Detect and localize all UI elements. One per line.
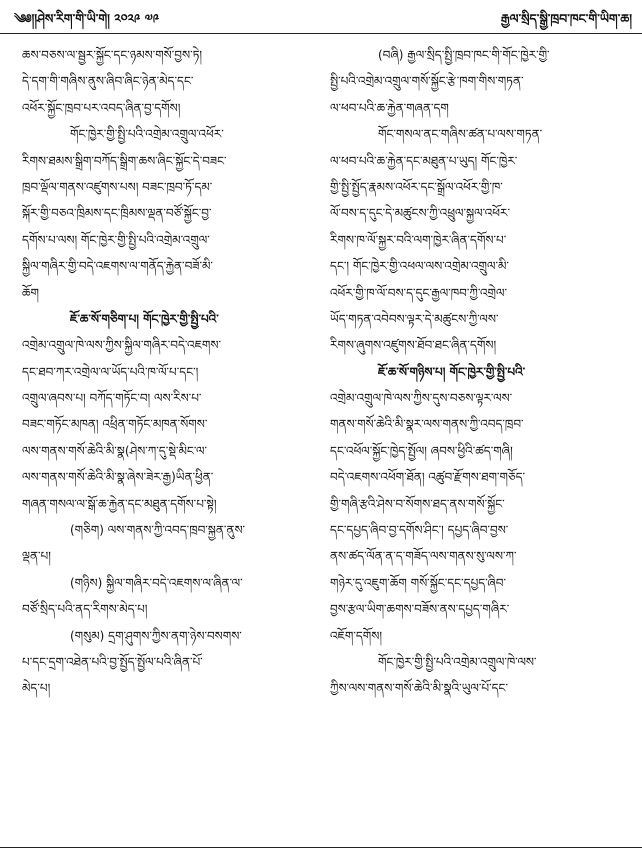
article-heading-line: ཇོ་ཆ་སོ་གཉིས་པ། གོང་ཁྱེར་གྱི་སྤྱི་པའི་ [378, 364, 526, 379]
text-line: ལ་ཕབ་པའི་ཆ་རྐྱེན་དང་མཐུན་པ་ཡུད། གོང་ཁྱེར་ [330, 153, 518, 168]
text-line: ཀྱིས་ལས་གནས་གསོ་ཆེའི་མི་སྣའི་ཡུལ་པོ་དང་ [330, 681, 508, 696]
text-line: ཆོག [22, 285, 39, 300]
text-line: ལས་གནས་གསོ་ཆེའི་མི་སྣ(ཤེས་ཀ་དུ་སྡེ་མིང་ལ་ [22, 443, 207, 458]
text-line: གནས་གསོ་ཆེའི་མི་སྣར་ལས་གནས་ཀྱི་འབད་ཁྲབ་ [330, 417, 524, 432]
text-line: སྤྱི་པའི་འགྲེམ་འགྲུལ་གསོ་སྐྱོང་རྩེ་ཁག་གིས་གཏན་ [330, 74, 524, 89]
list-item-line: (གསུམ) དྲག་ཤུགས་ཀྱིས་ནག་ཉེས་བསགས་ [70, 628, 242, 643]
text-line: བཙོ་སྲིད་པའི་ནད་རིགས་མེད་པ། [22, 602, 148, 617]
header-rule [0, 33, 642, 34]
text-line: བཟང་གཏོང་མཁན། འཕྲིན་གཏོང་མཁན་སོགས་ [22, 417, 208, 432]
text-line: འཕོར་སྐྱོང་ཁྲབ་པར་འབད་ཞིན་བྱ་དགོས། [22, 100, 181, 115]
text-line: འཇོག་དགོས། [330, 628, 383, 643]
text-line: དང་། གོང་ཁྱེར་གྱི་འཕལ་ལས་འགྲེམ་འགྲུལ་མི་ [330, 259, 509, 274]
text-line: བྱས་རྩལ་ཡིག་ཆགས་བཟོས་ནས་དཔྱད་གཞིར་ [330, 602, 510, 617]
text-line: དང་ཐབ་ཀར་འགྲེལ་ལ་ཡོད་པའི་ཁ་ལོ་པ་དང་། [22, 364, 199, 379]
text-line: སྐྱིལ་གཞིར་གྱི་བདེ་འཇགས་ལ་གནོད་རྐྱེན་བཟོ་མི་ [22, 259, 213, 274]
text-line: གོང་ཁྱེར་གྱི་སྤྱི་པའི་འགྲེམ་འགྲུལ་འཕོར་ [70, 127, 224, 142]
list-item-line: (གཅིག) ལས་གནས་ཀྱི་འབད་ཁྲབ་སྐྱན་ནུས་ [70, 523, 246, 538]
text-line: ནས་ཚད་ལོན་ན་ད་གཟོད་ལས་གནས་སུ་ལས་ཀ་ [330, 549, 517, 564]
text-line: མེད་པ། [22, 681, 51, 696]
text-line: འགྲུལ་ཞབས་པ། བཀོད་གཏོང་བ། ལས་རིས་པ་ [22, 391, 202, 406]
text-line: པ་དང་དྲག་འཐེན་པའི་བྱ་སྤྱོད་སྤྱོལ་པའི་ཞིན་པོ་ [22, 654, 203, 669]
list-item-line: (གཉིས) སྐྱིལ་གཞིར་བདེ་འཇགས་ལ་ཞིན་ལ་ [70, 575, 243, 590]
list-item-line: (བཞི) རྒྱལ་སྲིད་སྤྱི་ཁྲབ་ཁང་གི་གོང་ཁྱེར་གྱི་ [378, 48, 550, 62]
text-line: ལས་གནས་གསོ་ཆེའི་མི་སྣ་ཞེས་ཟེར་རྒྱ)ཡིན་ཕྱིན་ [22, 470, 214, 485]
text-line: རིགས་ཐམས་སྒྲིག་བཀོད་སྒྲིག་ཆས་ཞིང་སྐྱོང་དེ་བཟང་ [22, 153, 227, 168]
text-line: གོང་གསལ་ནང་གཞིས་ཚན་པ་ལས་གཏན་ [378, 127, 543, 142]
text-line: ལོ་བས་ད་དུང་དེ་མཚུངས་ཀྱི་འཕྲུལ་སྐྱལ་འཕོར་ [330, 206, 510, 221]
text-line: གྱི་གཞི་རྩའི་ཤེས་བ་སོགས་ཐད་ནས་གསོ་སྐྱོང་ [330, 496, 505, 511]
text-line: དང་དཔྱད་ཞིབ་བྱ་དགོས་ཤིང་། དཔྱད་ཞིབ་བྱས་ [330, 523, 509, 538]
text-line: གཉེར་དུ་འཇུག་ཆོག གསོ་སྐྱོང་དང་དཔྱད་ཞིབ་ [330, 575, 506, 590]
text-line: དགོས་པ་ལས། གོང་ཁྱེར་གྱི་སྤྱི་པའི་འགྲེམ་འགྲུལ་ [22, 232, 210, 247]
text-line: གྱི་སྤྱི་སྤྱོད་རྣམས་འཕོར་དང་སྒྲོལ་འཕོར་གྱི་ཁ་ [330, 179, 503, 194]
right-column [330, 42, 630, 702]
text-line: རིགས་ཞུགས་འཛུགས་ཐོབ་ཐང་ཞིན་དགོས། [330, 338, 497, 353]
text-line: ཁྲབ་ལྡོལ་གནས་འཛུགས་པས། བཟང་ཁྲབ་ཏོ་དམ་ [22, 179, 213, 194]
text-line: ལྡན་པ། [22, 549, 51, 564]
text-line: གཞན་གསལ་ལ་སྒོ་ཆ་རྐྱེན་དང་མཐུན་དགོས་པ་སྟེ། [22, 496, 217, 511]
text-line: ཆས་བཅས་ལ་སྦྱར་སྐྱོང་དང་ཉམས་གསོ་བྱས་ཏེ། [22, 48, 203, 62]
page-header [14, 6, 632, 32]
text-line: སྐོར་གྱི་བཅའ་ཁྲིམས་དང་ཁྲིམས་ལྡན་བཙོ་སྐྱོང་བྱ་ [22, 206, 212, 221]
text-line: ཡོད་གཏན་འབེབས་ལྟར་དེ་མཚུངས་ཀྱི་ལས་ [330, 311, 499, 326]
header-left-title: ༄༅།།ཤེས་རིག་གི་ཡི་གེ། ༢༠༢༩ ༧༩ [14, 10, 160, 26]
text-line: ལ་ཕབ་པའི་ཆ་རྐྱེན་གཞན་དག [330, 100, 449, 115]
header-right-title: རྒྱལ་སྲིད་སྒྱི་ཁྲབ་ཁང་གི་ཡིག་ཆ། [500, 10, 632, 26]
text-line: དེ་དག་གི་གཞིས་ནུས་ཞིབ་ཞིང་ཉེན་མེད་དང་ [22, 74, 194, 89]
text-line: འགྲེམ་འགྲུལ་ཁེ་ལས་ཀྱིས་སྐྱིལ་གཞིར་བདེ་འཇགས་ [22, 338, 221, 353]
text-line: དང་འཕོལ་སྐྱོང་ཁྱེད་སྤྱོལ། ཞབས་ཕྱིའི་ཚད་གཞི། [330, 443, 513, 458]
text-line: བདེ་འཇགས་འཕོག་ཐོན། འཚུབ་རྫོགས་ཐག་གཅོད་ [330, 470, 526, 485]
text-line: འཕོར་གྱི་ཁ་ལོ་བས་ད་དུང་རྒྱལ་ཁབ་ཀྱི་འགྲེལ་ [330, 285, 508, 300]
text-line: རིགས་ཁ་ལོ་སྐྱར་བའི་ལག་ཁྱེར་ཞིན་དགོས་པ་ [330, 232, 507, 247]
text-line: འགྲེམ་འགྲུལ་ཁེ་ལས་ཀྱིས་དུས་བཅས་ལྟར་ལས་ [330, 391, 513, 406]
left-column [22, 42, 322, 702]
article-heading-line: ཇོ་ཆ་སོ་གཅིག་པ། གོང་ཁྱེར་གྱི་སྤྱི་པའི་ [70, 311, 219, 326]
text-line: གོང་ཁྱེར་གྱི་སྤྱི་པའི་འགྲེམ་འགྲུལ་ཁེ་ལས་ [378, 654, 537, 669]
footer-rule [0, 847, 642, 848]
